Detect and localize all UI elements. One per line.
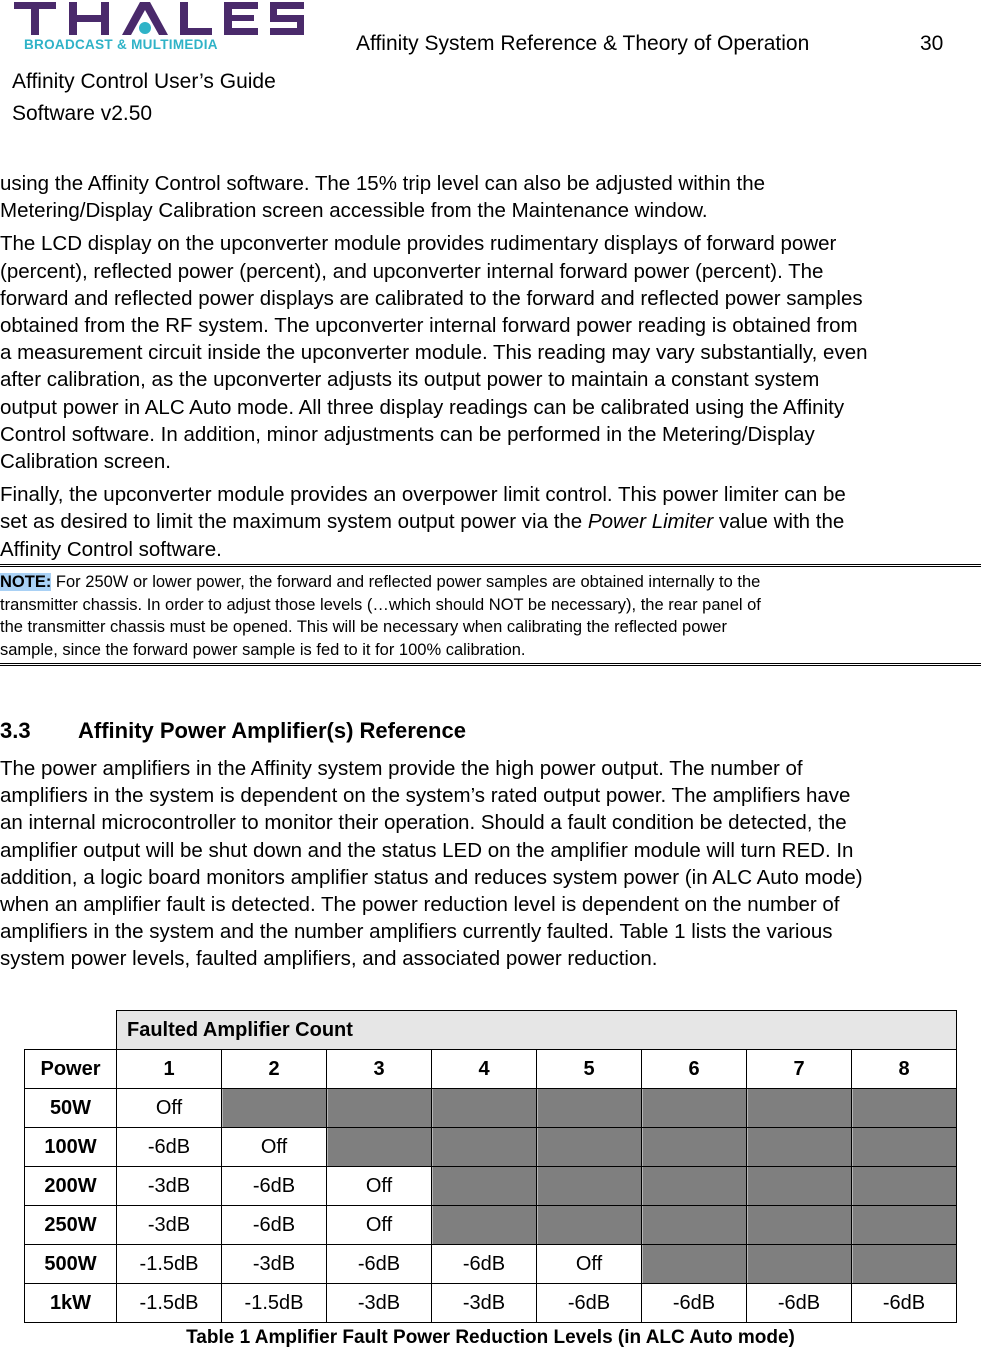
table-cell-na (747, 1245, 852, 1284)
section-number: 3.3 (0, 718, 31, 743)
text-line: amplifiers in the system and the number amplifiers currently faulted. Table 1 lists the various (0, 920, 833, 944)
note-line: transmitter chassis. In order to adjust those levels (…which should NOT be necessary), the rear panel of (0, 595, 761, 614)
table-cell-na (852, 1167, 957, 1206)
table-cell-na (852, 1089, 957, 1128)
table-cell-na (432, 1089, 537, 1128)
text-line: Affinity Control software. (0, 537, 222, 561)
table-cell: -3dB (117, 1167, 222, 1206)
table-cell: -6dB (327, 1245, 432, 1284)
table-cell-na (537, 1167, 642, 1206)
table-cell-na (432, 1128, 537, 1167)
column-header: 2 (222, 1050, 327, 1089)
row-power-label: 50W (25, 1089, 117, 1128)
text-line: system power levels, faulted amplifiers, and associated power reduction. (0, 947, 658, 971)
text-line: (percent), reflected power (percent), and upconverter internal forward power (percent). The (0, 259, 824, 283)
table-cell: Off (537, 1245, 642, 1284)
table-row (25, 1245, 957, 1284)
table-cell-na (747, 1206, 852, 1245)
paragraph-lcd-display (0, 230, 981, 475)
section-body (0, 755, 981, 979)
table-column-header-row (25, 1050, 957, 1089)
table-cell: -3dB (117, 1206, 222, 1245)
table-cell-na (747, 1128, 852, 1167)
text-line: Metering/Display Calibration screen accessible from the Maintenance window. (0, 199, 708, 223)
table-cell: -3dB (222, 1245, 327, 1284)
row-power-label: 500W (25, 1245, 117, 1284)
table-cell-na (642, 1206, 747, 1245)
table-row (25, 1284, 957, 1323)
section-title: Affinity Power Amplifier(s) Reference (78, 718, 466, 743)
text-fragment: For 250W or lower power, the forward and reflected power samples are obtained internally to the (51, 573, 761, 591)
doc-identity (12, 66, 276, 130)
note-line: the transmitter chassis must be opened. This will be necessary when calibrating the reflected power (0, 618, 727, 636)
column-header: 4 (432, 1050, 537, 1089)
table-row-header-label: Power (25, 1050, 117, 1089)
note-line (0, 571, 981, 594)
table-caption: Table 1 Amplifier Fault Power Reduction Levels (in ALC Auto mode) (186, 1327, 795, 1348)
table-cell: Off (327, 1167, 432, 1206)
table-group-header-row (25, 1011, 957, 1050)
table-cell: -6dB (642, 1284, 747, 1323)
table-cell: -1.5dB (117, 1284, 222, 1323)
paragraph-power-limiter (0, 481, 981, 563)
row-power-label: 1kW (25, 1284, 117, 1323)
text-fragment: set as desired to limit the maximum system output power via the (0, 510, 588, 534)
table-body (25, 1089, 957, 1323)
text-line: after calibration, as the upconverter adjusts its output power to maintain a constant system (0, 368, 820, 392)
note-label: NOTE: (0, 573, 52, 591)
text-fragment: value with the (713, 510, 845, 534)
text-line: The LCD display on the upconverter module provides rudimentary displays of forward power (0, 232, 837, 256)
table-cell: -3dB (327, 1284, 432, 1323)
table-cell-na (642, 1245, 747, 1284)
table-cell-na (642, 1089, 747, 1128)
table-cell-na (852, 1128, 957, 1167)
table-cell: -1.5dB (117, 1245, 222, 1284)
thales-logo (14, 0, 306, 56)
table-cell-na (327, 1128, 432, 1167)
doc-guide-title: Affinity Control User’s Guide (12, 70, 276, 93)
doc-software-version: Software v2.50 (12, 102, 153, 125)
column-header: 5 (537, 1050, 642, 1089)
table-cell-na (747, 1167, 852, 1206)
body-text (0, 170, 981, 569)
table-cell-na (537, 1089, 642, 1128)
table-cell-na (642, 1128, 747, 1167)
text-line: forward and reflected power displays are calibrated to the forward and reflected power samples (0, 286, 863, 310)
table-cell-na (432, 1206, 537, 1245)
column-header: 6 (642, 1050, 747, 1089)
column-header: 7 (747, 1050, 852, 1089)
section-heading (0, 718, 466, 744)
table-cell: -6dB (537, 1284, 642, 1323)
table-row (25, 1206, 957, 1245)
text-line: Finally, the upconverter module provides an overpower limit control. This power limiter can be (0, 483, 846, 507)
table-row (25, 1128, 957, 1167)
row-power-label: 100W (25, 1128, 117, 1167)
row-power-label: 200W (25, 1167, 117, 1206)
table-cell: -3dB (432, 1284, 537, 1323)
table-corner (25, 1011, 117, 1050)
table-cell-na (537, 1128, 642, 1167)
text-line: amplifier output will be shut down and the status LED on the amplifier module will turn RED. In (0, 838, 854, 862)
table-cell-na (432, 1167, 537, 1206)
table-cell: -1.5dB (222, 1284, 327, 1323)
paragraph-trip-level (0, 170, 981, 224)
table-cell: -6dB (222, 1167, 327, 1206)
thales-wordmark-icon (14, 0, 306, 40)
text-line: addition, a logic board monitors amplifier status and reduces system power (in ALC Auto mode) (0, 865, 863, 889)
table-cell: -6dB (852, 1284, 957, 1323)
text-line: Calibration screen. (0, 450, 171, 474)
note-box (0, 564, 981, 666)
column-header: 3 (327, 1050, 432, 1089)
table-cell-na (852, 1245, 957, 1284)
table-row (25, 1167, 957, 1206)
table-cell: -6dB (117, 1128, 222, 1167)
row-power-label: 250W (25, 1206, 117, 1245)
table-cell: -6dB (222, 1206, 327, 1245)
table-cell-na (537, 1206, 642, 1245)
table-cell: Off (327, 1206, 432, 1245)
text-line (0, 508, 981, 535)
table-cell-na (747, 1089, 852, 1128)
text-line: when an amplifier fault is detected. The power reduction level is dependent on the number of (0, 893, 840, 917)
logo-subtitle: BROADCAST & MULTIMEDIA (24, 37, 218, 52)
table-group-header: Faulted Amplifier Count (117, 1011, 957, 1050)
column-header: 1 (117, 1050, 222, 1089)
paragraph-power-amplifiers (0, 755, 981, 973)
text-line: a measurement circuit inside the upconverter module. This reading may vary substantially, even (0, 341, 868, 365)
table-cell: Off (117, 1089, 222, 1128)
table-cell-na (222, 1089, 327, 1128)
table-cell: -6dB (432, 1245, 537, 1284)
table-cell-na (642, 1167, 747, 1206)
column-header: 8 (852, 1050, 957, 1089)
text-line: using the Affinity Control software. The 15% trip level can also be adjusted within the (0, 172, 766, 195)
running-header-title: Affinity System Reference & Theory of Operation (356, 32, 810, 55)
text-line: an internal microcontroller to monitor their operation. Should a fault condition be detected, the (0, 811, 847, 835)
text-line: obtained from the RF system. The upconverter internal forward power reading is obtained from (0, 314, 858, 338)
text-line: The power amplifiers in the Affinity system provide the high power output. The number of (0, 757, 803, 780)
table-cell-na (852, 1206, 957, 1245)
table-cell: -6dB (747, 1284, 852, 1323)
table-row (25, 1089, 957, 1128)
text-line: output power in ALC Auto mode. All three display readings can be calibrated using the Affinity (0, 395, 845, 419)
table-cell: Off (222, 1128, 327, 1167)
text-line: amplifiers in the system is dependent on the system’s rated output power. The amplifiers have (0, 784, 851, 808)
power-limiter-term: Power Limiter (587, 510, 714, 534)
note-line: sample, since the forward power sample is fed to it for 100% calibration. (0, 640, 526, 659)
text-line: Control software. In addition, minor adjustments can be performed in the Metering/Display (0, 422, 815, 446)
table-cell-na (327, 1089, 432, 1128)
amplifier-fault-table (24, 1010, 957, 1323)
page-number: 30 (920, 32, 944, 55)
